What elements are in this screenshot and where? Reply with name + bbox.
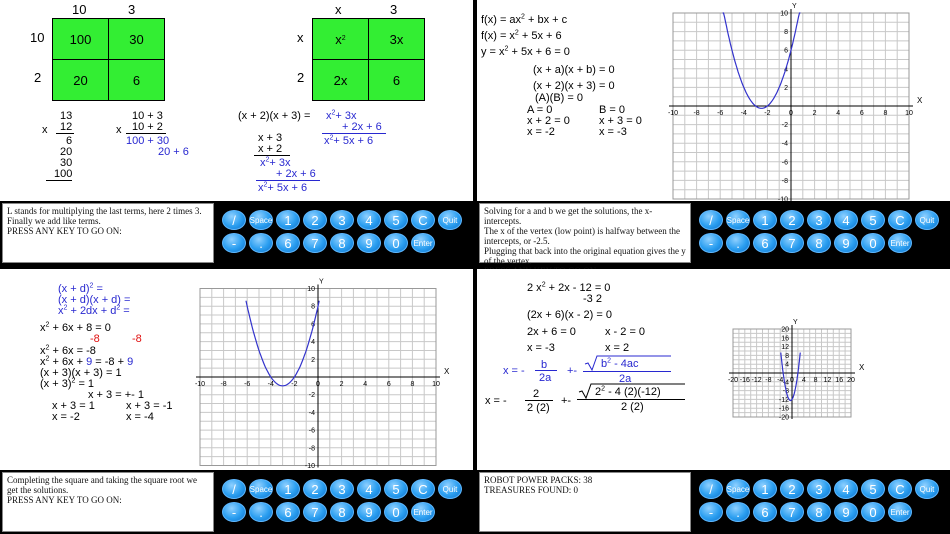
eq-blue-2: (x + d)(x + d) = [58,294,131,306]
minus-key[interactable]: - [222,502,246,522]
keypad [696,206,948,263]
formula-num: b [541,359,548,371]
digit-0-key[interactable]: 0 [384,233,408,253]
mult-op: x [42,124,48,136]
enter-key[interactable]: Enter [411,233,435,253]
formula-pm: +- [567,365,578,377]
eq-line-1: 2 $x^2 + 2x - 12 = 0$ [527,281,611,294]
grid-cell: 2x [312,59,369,101]
grid-left-top-1: 10 [72,2,87,17]
expand-r2: + 2x + 6 [342,121,382,133]
digit-0-key[interactable]: 0 [384,502,408,522]
digit-6-key[interactable]: 6 [753,233,777,253]
x-tick-label: 2 [812,110,817,117]
x-tick-label: -20 [727,377,739,384]
x-tick-label: 8 [410,381,415,388]
y-tick-label: -20 [778,414,789,422]
decimal-key[interactable]: . [726,233,750,253]
decimal-key[interactable]: . [249,502,273,522]
digit-3-key[interactable]: 3 [330,479,354,499]
digit-1-key[interactable]: 1 [276,479,300,499]
message-line: L stands for multiplying the last terms, here 2 times 3. [7,206,202,216]
grid-right-side-2: 2 [297,70,305,85]
quadrant-multiplication [0,0,473,265]
slash-key[interactable]: / [222,479,246,499]
enter-key[interactable]: Enter [411,502,435,522]
digit-8-key[interactable]: 8 [807,502,831,522]
x-tick-label: 0 [790,377,794,384]
y-tick-label: -8 [782,388,789,396]
digit-5-key[interactable]: 5 [384,479,408,499]
grid-left-side-2: 2 [34,70,42,85]
formula2-rad: $2^2 - 4$ (2)(-12) [595,385,661,398]
y-tick-label: -16 [778,405,789,413]
digit-6-key[interactable]: 6 [276,502,300,522]
digit-1-key[interactable]: 1 [753,479,777,499]
x-tick-label: -8 [765,377,772,384]
clear-key[interactable]: C [411,210,435,230]
x-tick-label: -12 [751,377,762,384]
eq-line-9b: x = -4 [126,411,154,423]
x-axis-label: X [444,367,450,376]
math-panel [477,269,950,470]
space-key[interactable]: Space [249,210,273,230]
vert-l3: $x^2+ 3x$ [260,156,291,169]
message-line: The x of the vertex (low point) is halfway between the intercepts, or -2.5. [484,226,680,246]
decimal-key[interactable]: . [249,233,273,253]
math-panel [477,0,950,204]
x-tick-label: 6 [386,381,391,388]
x-tick-label: 6 [859,110,864,117]
y-tick-label: -8 [781,177,788,185]
digit-6-key[interactable]: 6 [753,502,777,522]
y-tick-label: 6 [311,321,315,329]
expand-r3: $x^2+ 5x + 6$ [324,134,374,147]
eq-line-8a: x + 3 = 1 [52,400,95,412]
digit-9-key[interactable]: 9 [357,233,381,253]
quadrant-complete-square [0,269,473,534]
digit-5-key[interactable]: 5 [384,210,408,230]
eq-line-5b: x = 2 [605,342,630,354]
digit-4-key[interactable]: 4 [357,210,381,230]
parabola-graph [196,269,456,470]
y-axis-label: Y [319,278,324,286]
eq-line-4: $x^2 + 6x + 9 = -8 + 9$ [40,355,134,368]
x-tick-label: -6 [717,110,724,117]
eq-line-6: $(x + 3)^2 = 1$ [40,377,95,390]
eq-line-3: $y = x^2 + 5x + 6 = 0$ [481,45,570,58]
message-box [479,203,691,266]
x-axis-label: X [859,363,865,372]
message-line: PRESS ANY KEY TO GO ON: [7,226,122,236]
y-tick-label: -4 [781,140,788,148]
eq-red-b: -8 [132,333,142,345]
digit-7-key[interactable]: 7 [303,233,327,253]
digit-8-key[interactable]: 8 [330,233,354,253]
eq-line-5: (x + 3)(x + 3) = 1 [40,367,122,379]
space-key[interactable]: Space [249,479,273,499]
grid-right-side-1: x [297,30,304,45]
eq-line-4b: x - 2 = 0 [605,326,646,338]
digit-9-key[interactable]: 9 [834,502,858,522]
clear-key[interactable]: C [411,479,435,499]
treasures-found-count: TREASURES FOUND: 0 [484,485,579,495]
grid-right-top-1: x [335,2,342,17]
digit-7-key[interactable]: 7 [303,502,327,522]
quadrant-quadratic-formula [477,269,950,534]
digit-1-key[interactable]: 1 [276,210,300,230]
space-key[interactable]: Space [726,479,750,499]
decimal-key[interactable]: . [726,502,750,522]
y-tick-label: 8 [784,29,788,37]
eq-line-7b: B = 0 [599,104,625,116]
status-box [479,472,691,532]
formula-rad: $b^2 - 4ac$ [601,357,639,370]
digit-3-key[interactable]: 3 [807,210,831,230]
digit-9-key[interactable]: 9 [357,502,381,522]
keypad [219,206,471,263]
digit-4-key[interactable]: 4 [834,210,858,230]
x-tick-label: -10 [667,110,679,117]
mult2-a: 10 + 3 [132,110,163,122]
y-tick-label: 4 [784,66,788,74]
digit-8-key[interactable]: 8 [807,233,831,253]
y-tick-label: 2 [784,84,788,92]
x-tick-label: 0 [316,381,320,388]
vert-l4: + 2x + 6 [276,168,316,180]
digit-4-key[interactable]: 4 [834,479,858,499]
mult-p4: 100 [54,168,73,180]
eq-blue-3: $x^2 + 2dx + d^2$ = [58,304,130,317]
digit-3-key[interactable]: 3 [330,210,354,230]
y-tick-label: 6 [784,47,788,55]
y-axis-label: Y [792,3,797,10]
x-tick-label: -8 [220,381,227,388]
x-tick-label: -4 [777,377,784,384]
formula2-lhs: x = - [485,395,507,407]
eq-red-a: -8 [90,333,100,345]
eq-line-8b: x + 3 = 0 [599,115,642,127]
eq-line-1: $f(x) = ax^2$ + bx + c [481,13,568,26]
mult-b: 12 [60,121,73,133]
formula2-den: 2 (2) [527,402,550,414]
eq-line-6: (A)(B) = 0 [535,92,583,104]
enter-key[interactable]: Enter [888,502,912,522]
digit-7-key[interactable]: 7 [780,233,804,253]
y-tick-label: -6 [308,427,315,435]
grid-cell: 6 [368,59,425,101]
clear-key[interactable]: C [888,479,912,499]
message-line: Finally we add like terms. [7,216,101,226]
message-line: PRESS ANY KEY TO GO ON: [7,495,122,505]
x-tick-label: 12 [823,377,832,384]
y-tick-label: -8 [308,445,315,453]
mult2-p2: 20 + 6 [158,146,189,158]
y-tick-label: -2 [308,392,315,400]
y-tick-label: -4 [308,409,315,417]
formula-lhs: x = - [503,365,525,377]
mult-a: 13 [60,110,73,122]
x-tick-label: 20 [847,377,855,384]
x-tick-label: -16 [739,377,750,384]
formula-den2: 2a [619,373,632,385]
y-tick-label: -2 [781,122,788,130]
grid-left-top-2: 3 [128,2,136,17]
formula-den: 2a [539,372,552,384]
clear-key[interactable]: C [888,210,912,230]
grid-cell: 30 [108,18,165,60]
formula2-den2: 2 (2) [621,401,644,413]
digit-5-key[interactable]: 5 [861,210,885,230]
eq-line-9b: x = -3 [599,126,627,138]
y-tick-label: 16 [781,335,789,343]
minus-key[interactable]: - [699,502,723,522]
slash-key[interactable]: / [222,210,246,230]
power-packs-count: ROBOT POWER PACKS: 38 [484,475,593,485]
digit-5-key[interactable]: 5 [861,479,885,499]
vert-l5: $x^2+ 5x + 6$ [258,181,308,194]
y-tick-label: 10 [780,10,788,18]
eq-line-1: $x^2 + 6x + 8 = 0$ [40,321,111,334]
digit-1-key[interactable]: 1 [753,210,777,230]
x-tick-label: 8 [813,377,818,384]
mult2-op: x [116,124,122,136]
x-tick-label: 2 [339,381,344,388]
eq-line-9a: x = -2 [52,411,80,423]
y-tick-label: 2 [311,356,315,364]
x-tick-label: 16 [835,377,844,384]
x-tick-label: -6 [244,381,251,388]
x-tick-label: -8 [693,110,700,117]
x-tick-label: -2 [764,110,771,117]
digit-7-key[interactable]: 7 [780,502,804,522]
y-tick-label: 8 [311,303,315,311]
minus-key[interactable]: - [222,233,246,253]
digit-2-key[interactable]: 2 [303,210,327,230]
grid-left-side-1: 10 [30,30,45,45]
digit-4-key[interactable]: 4 [357,479,381,499]
digit-0-key[interactable]: 0 [861,502,885,522]
mult-p2: 20 [60,146,73,158]
y-tick-label: 12 [781,344,789,352]
space-key[interactable]: Space [726,210,750,230]
x-tick-label: 10 [905,110,913,117]
grid-cell: x 2 [312,18,369,60]
eq-line-3: (2x + 6)(x - 2) = 0 [527,309,612,321]
math-panel [0,269,473,470]
digit-2-key[interactable]: 2 [303,479,327,499]
message-box [2,203,214,263]
keypad [219,475,471,532]
mult-p1: 6 [66,135,73,147]
message-line: Plugging that back into the original equation gives the y of the vertex. [484,246,686,266]
eq-line-2: $f(x) = x^2 + 5x + 6$ [481,29,562,42]
quit-key[interactable]: Quit [438,210,462,230]
eq-line-5: (x + 2)(x + 3) = 0 [533,80,615,92]
y-tick-label: -12 [778,396,789,404]
eq-blue-1: $(x + d)^2$ = [58,282,103,295]
eq-line-5a: x = -3 [527,342,555,354]
x-tick-label: 4 [363,381,368,388]
vert-l1: x + 3 [258,132,283,144]
y-tick-label: -4 [782,379,789,387]
x-tick-label: 0 [789,110,793,117]
grid-cell: 3x [368,18,425,60]
eq-line-9a: x = -2 [527,126,555,138]
quit-key[interactable]: Quit [915,479,939,499]
slash-key[interactable]: / [699,210,723,230]
grid-cell: 6 [108,59,165,101]
quadrant-vertex [477,0,950,265]
y-tick-label: -10 [304,463,315,470]
message-box [2,472,214,532]
enter-key[interactable]: Enter [888,233,912,253]
y-tick-label: 20 [781,326,789,334]
eq-line-4: (x + a)(x + b) = 0 [533,64,615,76]
x-tick-label: 4 [836,110,841,117]
digit-3-key[interactable]: 3 [807,479,831,499]
x-tick-label: -10 [194,381,206,388]
digit-6-key[interactable]: 6 [276,233,300,253]
eq-line-7: x + 3 = +- 1 [88,389,144,401]
formula2-num: 2 [533,388,540,400]
vert-l2: x + 2 [258,143,283,155]
mult2-b: 10 + 2 [132,121,163,133]
y-tick-label: -6 [781,159,788,167]
minus-key[interactable]: - [699,233,723,253]
eq-line-8a: x + 2 = 0 [527,115,570,127]
expand-lhs: (x + 2)(x + 3) = [238,110,311,122]
x-tick-label: -4 [740,110,747,117]
x-tick-label: -2 [291,381,298,388]
digit-2-key[interactable]: 2 [780,210,804,230]
x-tick-label: 8 [883,110,888,117]
message-line: Completing the square and taking the square root we get the solutions. [7,475,197,495]
y-axis-label: Y [793,319,798,326]
formula2-pm: +- [561,395,572,407]
mult2-p1: 100 + 30 [126,135,170,147]
digit-0-key[interactable]: 0 [861,233,885,253]
x-tick-label: -4 [267,381,274,388]
grid-cell: 20 [52,59,109,101]
expand-r1: $x^2+ 3x$ [326,109,357,122]
eq-line-2: -3 2 [583,293,602,305]
mult-p3: 30 [60,157,73,169]
parabola-curve [723,10,801,108]
x-tick-label: 4 [801,377,806,384]
grid-cell: 100 [52,18,109,60]
y-tick-label: 4 [785,361,789,369]
y-tick-label: -10 [777,196,788,204]
math-panel [0,0,473,201]
y-tick-label: 4 [311,339,315,347]
y-tick-label: 8 [785,352,789,360]
y-tick-label: 10 [307,286,315,293]
parabola-graph [665,269,925,470]
keypad [696,475,948,532]
grid-right-top-2: 3 [390,2,398,17]
parabola-graph [667,0,933,204]
quit-key[interactable]: Quit [915,210,939,230]
digit-9-key[interactable]: 9 [834,233,858,253]
quit-key[interactable]: Quit [438,479,462,499]
eq-line-4a: 2x + 6 = 0 [527,326,576,338]
digit-8-key[interactable]: 8 [330,502,354,522]
x-tick-label: 10 [432,381,440,388]
message-line: Solving for a and b we get the solutions, the x-intercepts. [484,206,653,226]
eq-line-7a: A = 0 [527,104,553,116]
eq-line-8b: x + 3 = -1 [126,400,173,412]
x-axis-label: X [917,96,923,105]
eq-line-3: $x^2 + 6x = -8$ [40,344,96,357]
digit-2-key[interactable]: 2 [780,479,804,499]
slash-key[interactable]: / [699,479,723,499]
